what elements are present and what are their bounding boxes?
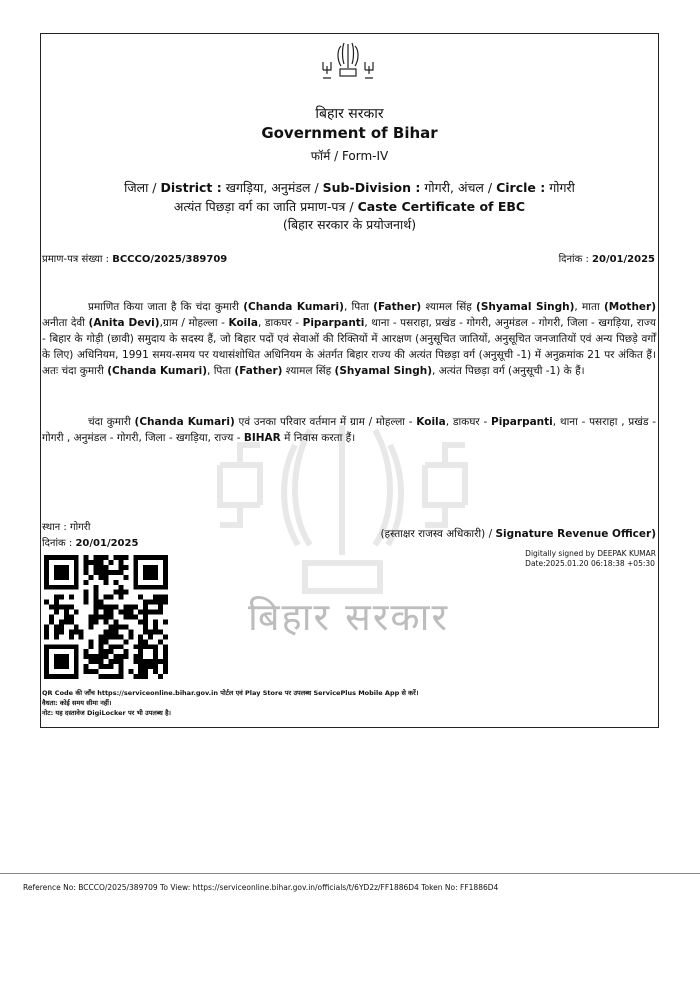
digital-signature: Digitally signed by DEEPAK KUMAR Date:2025.01.20 06:18:38 +05:30 (525, 549, 656, 568)
certificate-number: प्रमाण-पत्र संख्या : BCCCO/2025/389709 (42, 254, 228, 265)
certificate-paragraph-1: प्रमाणित किया जाता है कि चंदा कुमारी (Chanda Kumari), पिता (Father) श्यामल सिंह (Shyamal Singh), माता (Mother) अनीता देवी (Anita Devi),ग्राम / मोहल्ला - Koila, डाकघर - Piparpanti, थाना - पसराहा, प्रखंड - गोगरी, अनुमंडल - गोगरी, जिला - खगड़िया, राज्य - बिहार के गोड़ी (छावी) समुदाय के सदस्य हैं, जो बिहार पदों एवं सेवाओं की रिक्तियों में आरक्षण (अनुसूचित जातियों, अनुसूचित जनजातियों एवं अन्य पिछड़े वर्गों के लिए) अधिनियम, 1991 समय-समय पर यथासंशोधित अधिनियम के अंतर्गत बिहार राज्य की अत्यंत पिछड़ा वर्ग (अनुसूची -1) में अनुक्रमांक 21 पर अंकित हैं। अतः चंदा कुमारी (Chanda Kumari), पिता (Father) श्यामल सिंह (Shyamal Singh), अत्यंत पिछड़ा वर्ग (अनुसूची -1) के हैं। (42, 301, 657, 377)
header-english-title: Government of Bihar (261, 124, 438, 142)
qr-code-icon (44, 555, 168, 679)
signature-officer: (हस्ताक्षर राजस्व अधिकारी) / Signature Revenue Officer) (380, 528, 656, 540)
certificate-date: दिनांक : 20/01/2025 (558, 254, 655, 265)
form-number: फॉर्म / Form-IV (310, 149, 389, 163)
watermark-text: बिहार सरकार (248, 595, 449, 639)
place-date: दिनांक : 20/01/2025 (42, 538, 139, 549)
location-line: जिला / District : खगड़िया, अनुमंडल / Sub-Division : गोगरी, अंचल / Circle : गोगरी (124, 180, 575, 195)
certificate-purpose: (बिहार सरकार के प्रयोजनार्थ) (282, 217, 417, 232)
bihar-emblem-icon (319, 40, 377, 84)
qr-note: QR Code की जाँच https://serviceonline.bihar.gov.in पोर्टल एवं Play Store पर उपलब्ध ServicePlus Mobile App से करें। वैधता: कोई समय सीमा नहीं। नोट: यह दस्तावेज DigiLocker पर भी उपलब्ध है। (42, 689, 419, 717)
header-hindi-title: बिहार सरकार (315, 106, 384, 122)
footer-divider (0, 873, 700, 874)
place: स्थान : गोगरी (42, 522, 91, 533)
certificate-paragraph-2: चंदा कुमारी (Chanda Kumari) एवं उनका परिवार वर्तमान में ग्राम / मोहल्ला - Koila, डाकघर - Piparpanti, थाना - पसराहा , प्रखंड - गोगरी , अनुमंडल - गोगरी, जिला - खगड़िया, राज्य - BIHAR में निवास करता हैं। (42, 416, 656, 444)
footer-reference: Reference No: BCCCO/2025/389709 To View: https://serviceonline.bihar.gov.in/officials/t/6YD2z/FF1886D4 Token No: FF1886D4 (23, 883, 499, 892)
certificate-title: अत्यंत पिछड़ा वर्ग का जाति प्रमाण-पत्र / Caste Certificate of EBC (173, 199, 526, 214)
